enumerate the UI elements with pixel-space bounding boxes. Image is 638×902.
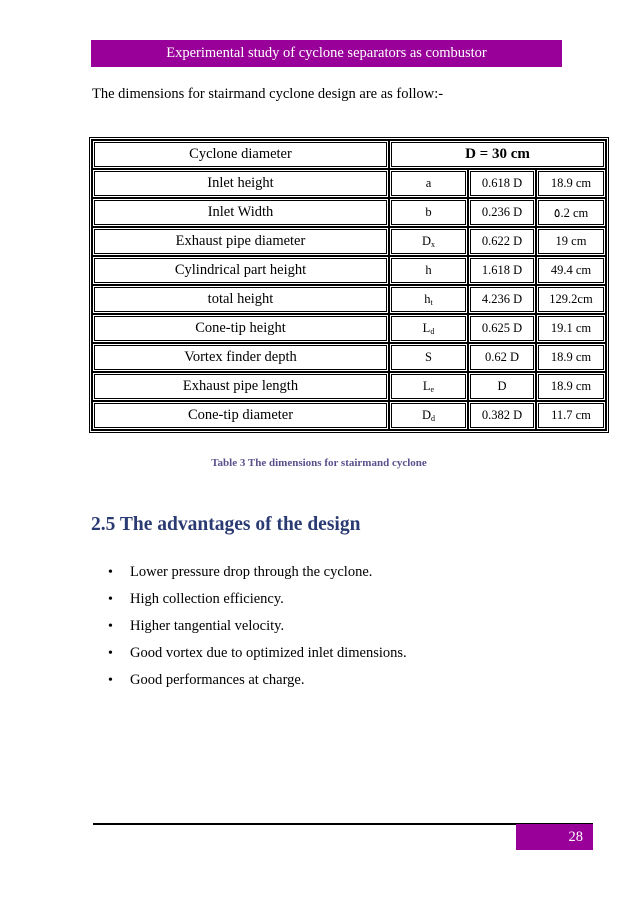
dimension-ratio: D bbox=[468, 372, 536, 401]
table-row bbox=[92, 169, 606, 198]
dimension-symbol: $L_e$ bbox=[389, 372, 468, 401]
table-row bbox=[92, 314, 606, 343]
dimension-label: Cone-tip height bbox=[92, 314, 389, 343]
dimension-value: 129.2cm bbox=[536, 285, 606, 314]
bullet-dot-icon: • bbox=[108, 591, 113, 607]
list-item bbox=[108, 640, 407, 667]
dimension-label: Exhaust pipe length bbox=[92, 372, 389, 401]
dimension-symbol: S bbox=[389, 343, 468, 372]
dimension-ratio: 0.622 D bbox=[468, 227, 536, 256]
dimension-label: Inlet Width bbox=[92, 198, 389, 227]
list-item bbox=[108, 667, 407, 694]
dimension-symbol: $D_x$ bbox=[389, 227, 468, 256]
dimension-value: 11.7 cm bbox=[536, 401, 606, 430]
list-item-text: Good vortex due to optimized inlet dimensions. bbox=[130, 645, 407, 661]
dimension-label: Inlet height bbox=[92, 169, 389, 198]
table-row bbox=[92, 401, 606, 430]
table-row bbox=[92, 256, 606, 285]
dimension-symbol: $h_t$ bbox=[389, 285, 468, 314]
dimension-value: 18.9 cm bbox=[536, 169, 606, 198]
dimension-symbol-subscript: t bbox=[430, 298, 433, 307]
advantages-list bbox=[108, 559, 407, 694]
dimension-symbol-subscript: e bbox=[430, 385, 435, 394]
table-row bbox=[92, 198, 606, 227]
running-header-title: Experimental study of cyclone separators as combustor bbox=[166, 45, 487, 61]
table-caption: Table 3 The dimensions for stairmand cyclone bbox=[211, 457, 427, 469]
running-header bbox=[91, 40, 562, 67]
dimension-symbol: $L_d$ bbox=[389, 314, 468, 343]
dimension-label: Cylindrical part height bbox=[92, 256, 389, 285]
bullet-dot-icon: • bbox=[108, 672, 113, 688]
bullet-dot-icon: • bbox=[108, 564, 113, 580]
dimension-label: total height bbox=[92, 285, 389, 314]
bullet-dot-icon: • bbox=[108, 618, 113, 634]
page-number: 28 bbox=[568, 828, 583, 845]
table-header-row bbox=[92, 140, 606, 169]
dimension-label: Cone-tip diameter bbox=[92, 401, 389, 430]
dimension-ratio: 0.618 D bbox=[468, 169, 536, 198]
list-item bbox=[108, 559, 407, 586]
page-number-badge bbox=[516, 824, 593, 850]
dimension-symbol: $D_d$ bbox=[389, 401, 468, 430]
list-item-text: Lower pressure drop through the cyclone. bbox=[130, 564, 373, 580]
list-item-text: Good performances at charge. bbox=[130, 672, 305, 688]
bullet-dot-icon: • bbox=[108, 645, 113, 661]
dimension-value: 19 cm bbox=[536, 227, 606, 256]
table-row bbox=[92, 343, 606, 372]
dimension-ratio: 4.236 D bbox=[468, 285, 536, 314]
list-item-text: Higher tangential velocity. bbox=[130, 618, 285, 634]
list-item bbox=[108, 613, 407, 640]
table-header-value: D = 30 cm bbox=[389, 140, 606, 169]
dimension-label: Vortex finder depth bbox=[92, 343, 389, 372]
dimension-value: 49.4 cm bbox=[536, 256, 606, 285]
table-header-label: Cyclone diameter bbox=[92, 140, 389, 169]
table-row bbox=[92, 372, 606, 401]
dimension-value: 18.9 cm bbox=[536, 372, 606, 401]
dimension-ratio: 0.62 D bbox=[468, 343, 536, 372]
dimension-symbol: b bbox=[389, 198, 468, 227]
dimension-symbol-subscript: d bbox=[431, 414, 436, 423]
dimension-symbol: h bbox=[389, 256, 468, 285]
dimension-symbol: a bbox=[389, 169, 468, 198]
dimension-symbol-subscript: x bbox=[431, 240, 436, 249]
dimension-ratio: 0.625 D bbox=[468, 314, 536, 343]
table-row bbox=[92, 227, 606, 256]
intro-paragraph: The dimensions for stairmand cyclone design are as follow:- bbox=[92, 86, 444, 102]
dimension-symbol-subscript: d bbox=[430, 327, 435, 336]
list-item bbox=[108, 586, 407, 613]
dimension-value: 18.9 cm bbox=[536, 343, 606, 372]
dimension-ratio: 1.618 D bbox=[468, 256, 536, 285]
list-item-text: High collection efficiency. bbox=[130, 591, 284, 607]
dimension-ratio: 0.382 D bbox=[468, 401, 536, 430]
dimension-value: ٥.2 cm bbox=[536, 198, 606, 227]
dimension-label: Exhaust pipe diameter bbox=[92, 227, 389, 256]
dimensions-table bbox=[89, 137, 609, 433]
section-heading: 2.5 The advantages of the design bbox=[91, 514, 361, 535]
dimension-ratio: 0.236 D bbox=[468, 198, 536, 227]
dimension-value: 19.1 cm bbox=[536, 314, 606, 343]
table-row bbox=[92, 285, 606, 314]
